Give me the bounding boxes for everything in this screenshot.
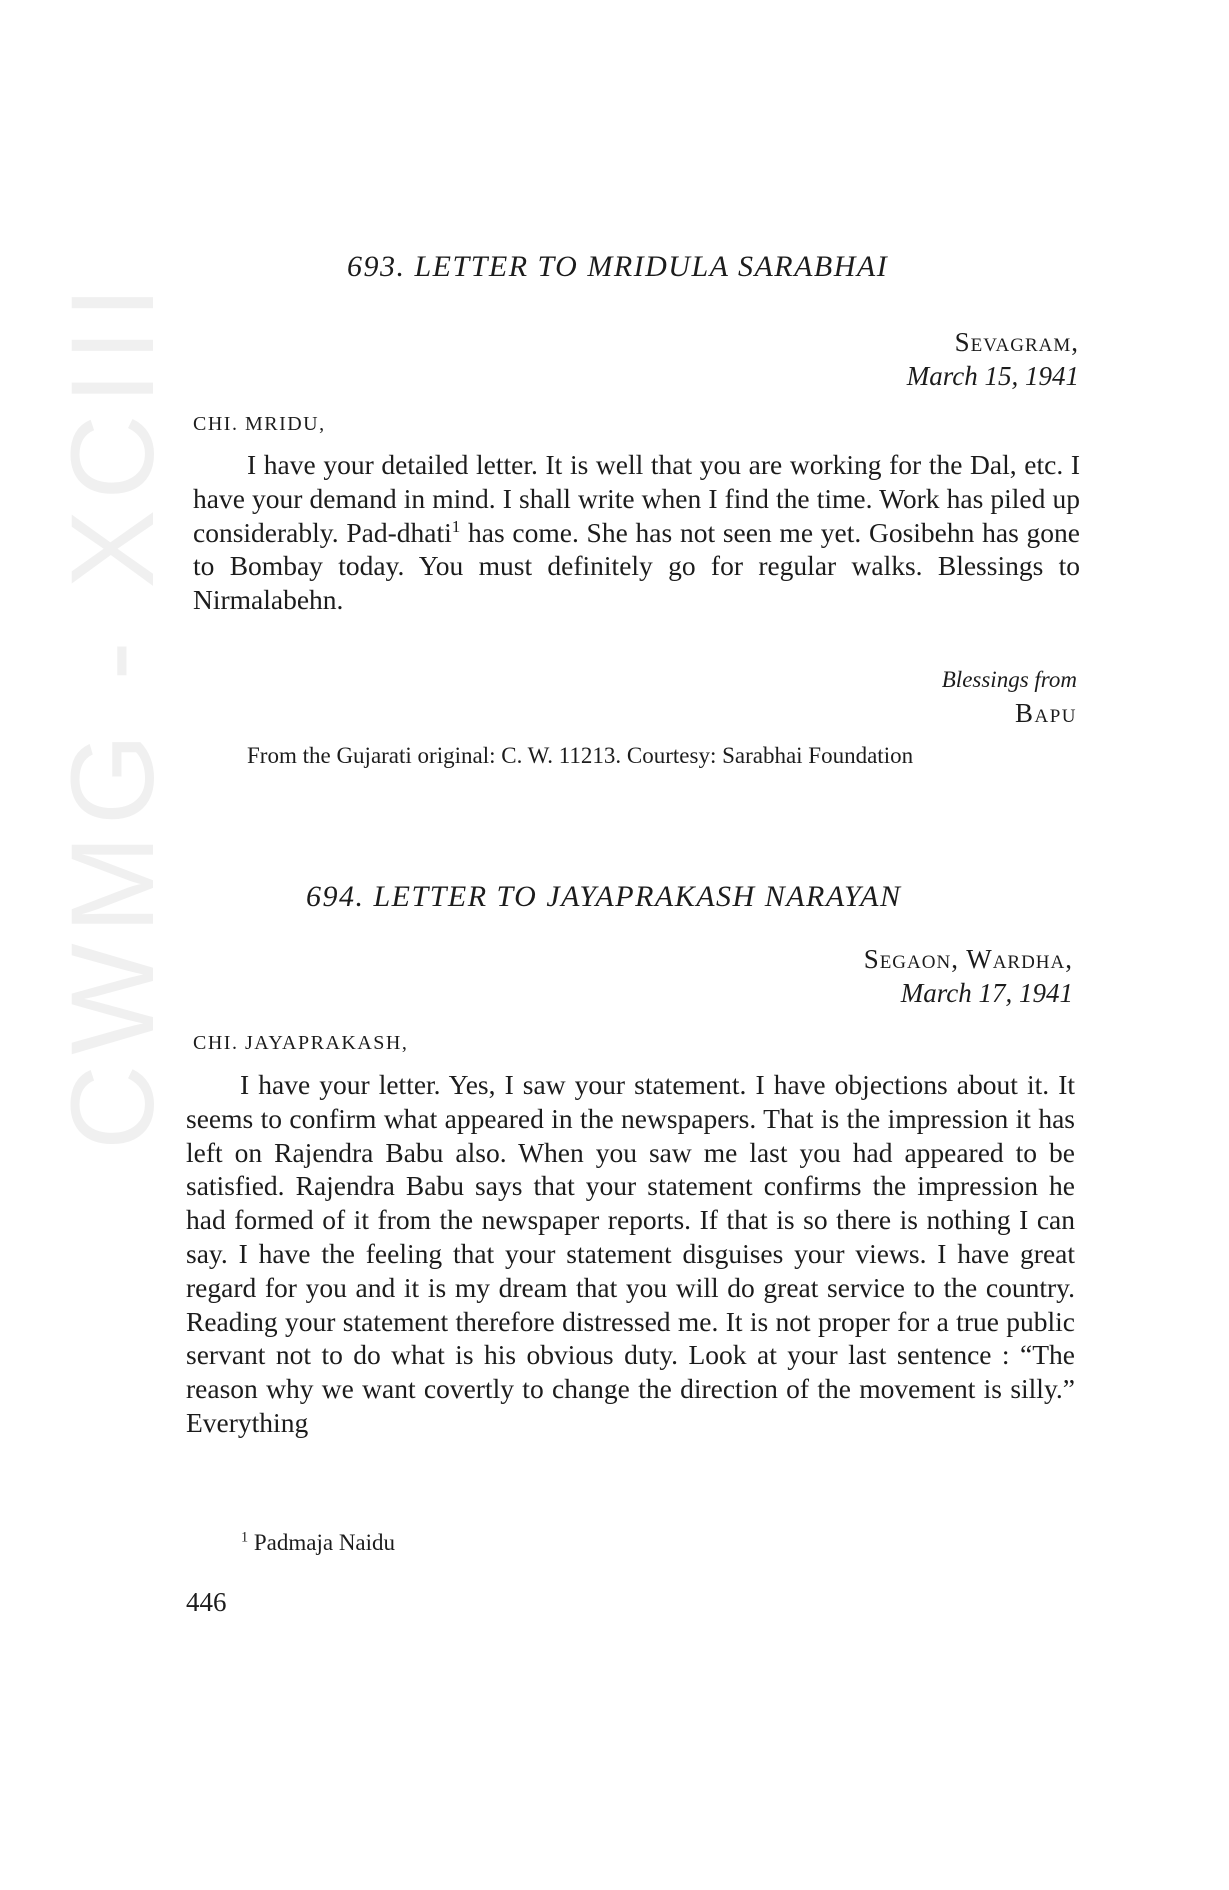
- letter-694-salutation: CHI. JAYAPRAKASH,: [193, 1032, 409, 1054]
- letter-693-body-text: I have your detailed letter. It is well that you are working for the Dal, etc. I have your demand in mind. I shall write when I find the time. Work has piled up considerably. Pad-dhati: [193, 449, 1080, 548]
- footnote-text: Padmaja Naidu: [253, 1530, 396, 1555]
- footnote-marker: 1: [241, 1529, 249, 1546]
- letter-693-body: [193, 448, 1080, 617]
- letter-693-dateline: [907, 325, 1079, 393]
- footnote-reference: 1: [451, 516, 461, 536]
- letter-693-source: [193, 738, 1070, 773]
- letter-693-signature: Bapu: [1014, 698, 1077, 728]
- letter-693-salutation: CHI. MRIDU,: [193, 413, 326, 435]
- footnote: [241, 1530, 395, 1556]
- page-number: 446: [186, 1587, 227, 1617]
- letter-694-dateline: [864, 942, 1073, 1010]
- letter-694-date: March 17, 1941: [900, 978, 1073, 1008]
- letter-693-signoff: [942, 664, 1077, 730]
- letter-694-body-text: I have your letter. Yes, I saw your statement. I have objections about it. It seems to confirm what appeared in the newspapers. That is the impression it has left on Rajendra Babu also. When you saw me last you had appeared to be satisfied. Rajendra Babu says that your statement confirms the impression he had formed of it from the newspaper reports. If that is so there is nothing I can say. I have the feeling that your statement disguises your views. I have great regard for you and it is my dream that you will do great service to the country. Reading your statement therefore distressed me. It is not proper for a true public servant not to do what is his obvious duty. Look at your last sentence : “The reason why we want covertly to change the direction of the movement is silly.” Everything: [186, 1069, 1075, 1438]
- letter-694-body: [186, 1068, 1075, 1440]
- letter-693-source-text: From the Gujarati original: C. W. 11213. Courtesy: Sarabhai Foundation: [247, 743, 914, 768]
- letter-693-closing: Blessings from: [941, 667, 1077, 692]
- letter-694-heading: 694. LETTER TO JAYAPRAKASH NARAYAN: [306, 880, 902, 913]
- letter-693-place: Sevagram,: [954, 327, 1079, 357]
- letter-694-place: Segaon, Wardha,: [863, 944, 1073, 974]
- letter-693-body-text-cont: has come. She has not seen me yet. Gosibehn has gone to Bombay today. You must definitely go for regular walks. Blessings to Nirmalabehn.: [193, 516, 1080, 616]
- letter-693-date: March 15, 1941: [906, 361, 1079, 391]
- watermark: CWMG - XCIII: [47, 276, 179, 1150]
- letter-693-heading: 693. LETTER TO MRIDULA SARABHAI: [347, 250, 889, 283]
